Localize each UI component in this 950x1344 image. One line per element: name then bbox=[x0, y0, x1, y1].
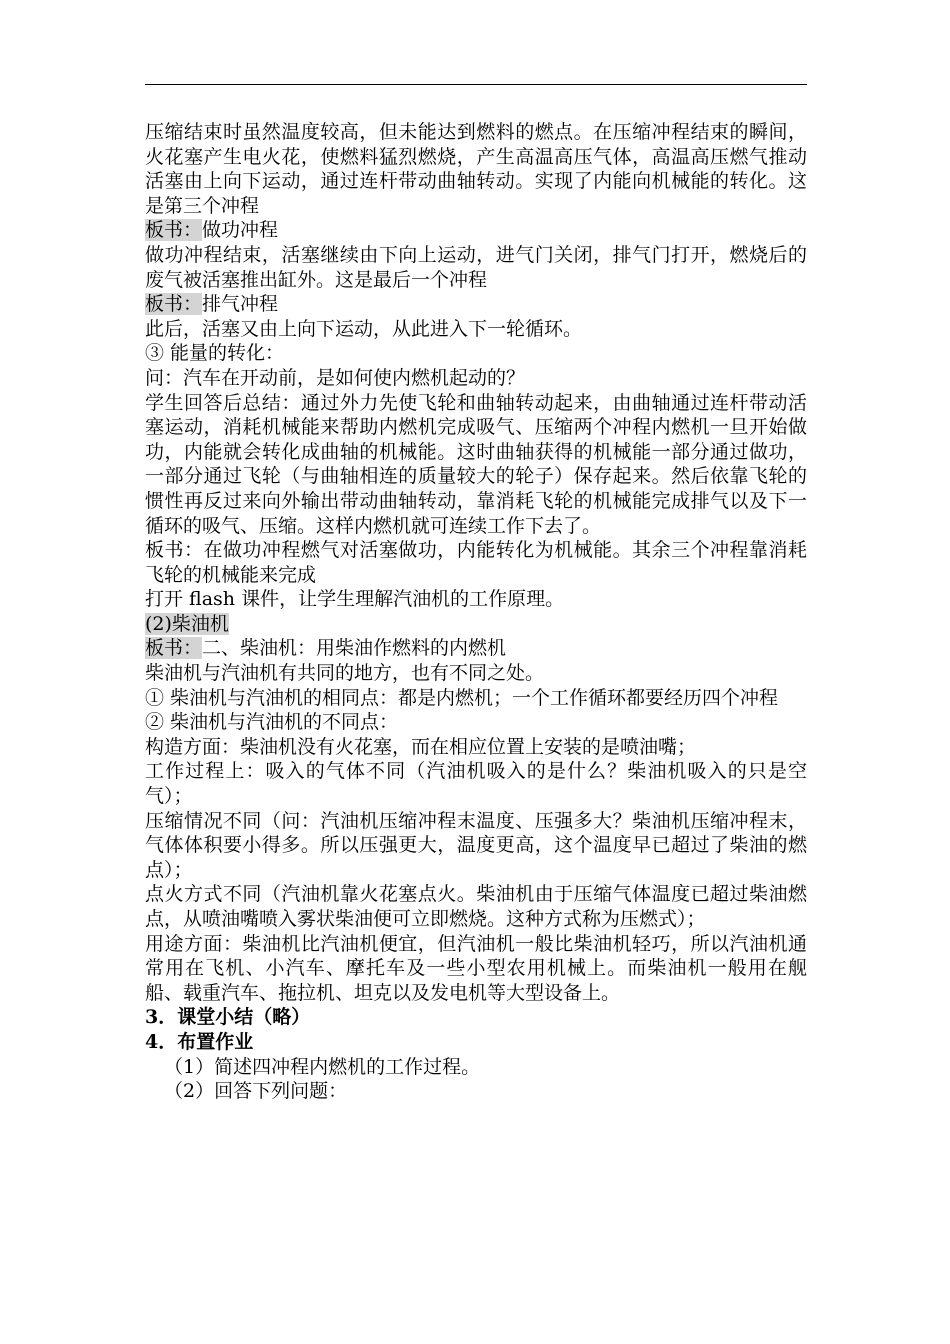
paragraph-text: 压缩情况不同（问：汽油机压缩冲程末温度、压强多大？柴油机压缩冲程末，气体体积要小得多。所以压强更大，温度更高，这个温度早已超过了柴油的燃点）； bbox=[145, 809, 807, 881]
header-rule bbox=[145, 84, 807, 85]
heading-diesel-engine bbox=[145, 612, 807, 637]
board-note-text: 排气冲程 bbox=[202, 293, 279, 316]
board-note-label: 板书： bbox=[145, 637, 203, 660]
board-note-energy bbox=[145, 538, 807, 587]
paragraph-flash-courseware bbox=[145, 587, 807, 612]
paragraph-ignition bbox=[145, 882, 807, 931]
paragraph-text: （2）回答下列问题： bbox=[164, 1080, 348, 1103]
paragraph-text: 做功冲程结束，活塞继续由下向上运动，进气门关闭，排气门打开，燃烧后的废气被活塞推出缸外。这是最后一个冲程 bbox=[145, 243, 807, 291]
paragraph-working-process bbox=[145, 759, 807, 808]
paragraph-text: 压缩结束时虽然温度较高，但未能达到燃料的燃点。在压缩冲程结束的瞬间，火花塞产生电火花，使燃料猛烈燃烧，产生高温高压气体，高温高压燃气推动活塞由上向下运动，通过连杆带动曲轴转动。实现了内能向机械能的转化。这是第三个冲程 bbox=[145, 121, 807, 217]
paragraph-text: ① 柴油机与汽油机的相同点：都是内燃机；一个工作循环都要经历四个冲程 bbox=[145, 686, 779, 709]
paragraph-exhaust-stroke-description bbox=[145, 243, 807, 292]
heading-class-summary bbox=[145, 1005, 807, 1030]
paragraph-diesel-intro bbox=[145, 661, 807, 686]
board-note-label: 板书： bbox=[145, 219, 203, 242]
paragraph-text: 工作过程上：吸入的气体不同（汽油机吸入的是什么？柴油机吸入的只是空气）； bbox=[145, 760, 807, 808]
document-body bbox=[145, 120, 807, 1104]
paragraph-similarities bbox=[145, 686, 807, 711]
heading-energy-conversion bbox=[145, 341, 807, 366]
paragraph-usage bbox=[145, 932, 807, 1006]
paragraph-text: 4．布置作业 bbox=[145, 1030, 254, 1053]
paragraph-summary-answer bbox=[145, 391, 807, 539]
paragraph-construction bbox=[145, 735, 807, 760]
homework-item-2 bbox=[145, 1079, 807, 1104]
board-note-label: 板书： bbox=[145, 293, 203, 316]
board-note-exhaust-stroke bbox=[145, 292, 807, 317]
heading-homework bbox=[145, 1030, 807, 1055]
paragraph-compression bbox=[145, 809, 807, 883]
paragraph-text: 学生回答后总结：通过外力先使飞轮和曲轴转动起来，由曲轴通过连杆带动活塞运动，消耗机械能来帮助内燃机完成吸气、压缩两个冲程内燃机一旦开始做功，内能就会转化成曲轴的机械能。这时曲轴获得的机械能一部分通过做功，一部分通过飞轮（与曲轴相连的质量较大的轮子）保存起来。然后依靠飞轮的惯性再反过来向外输出带动曲轴转动，靠消耗飞轮的机械能完成排气以及下一循环的吸气、压缩。这样内燃机就可连续工作下去了。 bbox=[145, 391, 807, 537]
paragraph-text: 3．课堂小结（略） bbox=[145, 1006, 311, 1029]
board-note-diesel bbox=[145, 636, 807, 661]
paragraph-text: （1）简述四冲程内燃机的工作过程。 bbox=[164, 1055, 481, 1078]
paragraph-power-stroke-description bbox=[145, 120, 807, 218]
paragraph-text: 柴油机与汽油机有共同的地方，也有不同之处。 bbox=[145, 662, 545, 685]
paragraph-text: 点火方式不同（汽油机靠火花塞点火。柴油机由于压缩气体温度已超过柴油燃点，从喷油嘴喷入雾状柴油便可立即燃烧。这种方式称为压燃式）； bbox=[145, 883, 807, 930]
section-heading: (2)柴油机 bbox=[145, 612, 229, 635]
board-note-text: 做功冲程 bbox=[202, 219, 279, 242]
paragraph-text: ③ 能量的转化： bbox=[145, 342, 285, 365]
paragraph-text: ② 柴油机与汽油机的不同点： bbox=[145, 711, 399, 734]
board-note-power-stroke bbox=[145, 218, 807, 243]
homework-item-1 bbox=[145, 1055, 807, 1080]
board-note-text: 二、柴油机：用柴油作燃料的内燃机 bbox=[202, 637, 507, 660]
paragraph-question-start bbox=[145, 366, 807, 391]
paragraph-text: 打开 flash 课件，让学生理解汽油机的工作原理。 bbox=[145, 588, 565, 611]
paragraph-text: 问：汽车在开动前，是如何使内燃机起动的？ bbox=[145, 366, 526, 389]
paragraph-next-cycle bbox=[145, 317, 807, 342]
paragraph-text: 用途方面：柴油机比汽油机便宜，但汽油机一般比柴油机轻巧，所以汽油机通常用在飞机、小汽车、摩托车及一些小型农用机械上。而柴油机一般用在舰船、载重汽车、拖拉机、坦克以及发电机等大型设备上。 bbox=[145, 932, 807, 1004]
paragraph-text: 此后，活塞又由上向下运动，从此进入下一轮循环。 bbox=[145, 317, 583, 340]
paragraph-text: 构造方面：柴油机没有火花塞，而在相应位置上安装的是喷油嘴； bbox=[145, 735, 697, 758]
paragraph-differences-heading bbox=[145, 710, 807, 735]
paragraph-text: 板书：在做功冲程燃气对活塞做功，内能转化为机械能。其余三个冲程靠消耗飞轮的机械能来完成 bbox=[145, 539, 807, 586]
